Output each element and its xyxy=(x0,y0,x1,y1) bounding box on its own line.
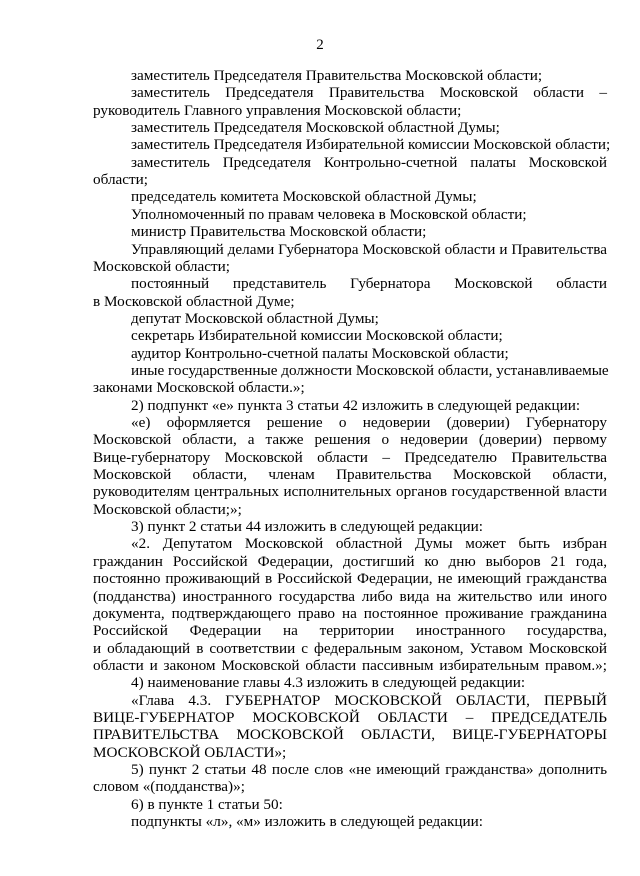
text-line: Московской области;»; xyxy=(93,500,242,518)
text-line: председатель комитета Московской областной Думы; xyxy=(131,188,477,206)
text-line: в Московской областной Думе; xyxy=(93,292,295,310)
text-line: 6) в пункте 1 статьи 50: xyxy=(131,795,283,813)
page-number: 2 xyxy=(316,37,324,53)
text-line: ПРАВИТЕЛЬСТВА МОСКОВСКОЙ ОБЛАСТИ, ВИЦЕ-ГУБЕРНАТОРЫ xyxy=(93,726,607,744)
text-line: документа, подтверждающего право на постоянное проживание гражданина xyxy=(93,604,607,622)
text-line: Уполномоченный по правам человека в Московской области; xyxy=(131,205,527,223)
text-line: аудитор Контрольно-счетной палаты Московской области; xyxy=(131,344,509,362)
text-line: депутат Московской областной Думы; xyxy=(131,309,379,327)
text-line: МОСКОВСКОЙ ОБЛАСТИ»; xyxy=(93,743,287,761)
text-line: Управляющий делами Губернатора Московской области и Правительства xyxy=(131,240,607,258)
text-line: области и законом Московской области пассивным избирательным правом.»; xyxy=(93,656,607,674)
text-line: 3) пункт 2 статьи 44 изложить в следующей редакции: xyxy=(131,518,484,536)
text-line: заместитель Председателя Московской областной Думы; xyxy=(131,119,500,137)
text-line: 2) подпункт «е» пункта 3 статьи 42 изложить в следующей редакции: xyxy=(131,396,581,414)
text-line: «2. Депутатом Московской областной Думы может быть избран xyxy=(131,535,607,553)
text-line: ВИЦЕ-ГУБЕРНАТОР МОСКОВСКОЙ ОБЛАСТИ – ПРЕДСЕДАТЕЛЬ xyxy=(93,708,607,726)
text-line: подпункты «л», «м» изложить в следующей редакции: xyxy=(131,813,483,831)
text-line: законами Московской области.»; xyxy=(93,379,305,397)
text-line: 5) пункт 2 статьи 48 после слов «не имеющий гражданства» дополнить xyxy=(131,761,607,778)
text-line: Вице-губернатору Московской области – Председателю Правительства xyxy=(93,448,607,466)
text-line: секретарь Избирательной комиссии Московской области; xyxy=(131,327,503,345)
text-line: Московской области, а также решения о недоверии (доверии) первому xyxy=(93,431,607,449)
text-line: 4) наименование главы 4.3 изложить в следующей редакции: xyxy=(131,674,526,692)
text-line: иные государственные должности Московской области, устанавливаемые xyxy=(131,361,609,379)
text-line: руководитель Главного управления Московской области; xyxy=(93,101,462,119)
text-line: и обладающий в соответствии с федеральным законом, Уставом Московской xyxy=(93,639,607,657)
text-line: заместитель Председателя Правительства Московской области – xyxy=(131,84,607,102)
text-line: постоянный представитель Губернатора Московской области xyxy=(131,275,607,293)
text-line: постоянно проживающий в Российской Федерации, не имеющий гражданства xyxy=(93,570,607,588)
text-line: «Глава 4.3. ГУБЕРНАТОР МОСКОВСКОЙ ОБЛАСТИ, ПЕРВЫЙ xyxy=(131,691,607,709)
text-line: Московской области; xyxy=(93,257,230,275)
text-line: (подданства) иностранного государства либо вида на жительство или иного xyxy=(93,587,607,605)
text-line: заместитель Председателя Избирательной комиссии Московской области; xyxy=(131,136,611,154)
text-line: словом «(подданства)»; xyxy=(93,778,245,796)
text-line: заместитель Председателя Правительства Московской области; xyxy=(131,67,543,84)
text-line: руководителям центральных исполнительных органов государственной власти xyxy=(93,483,607,501)
text-line: министр Правительства Московской области; xyxy=(131,223,427,241)
text-line: заместитель Председателя Контрольно-счетной палаты Московской xyxy=(131,153,607,171)
text-line: Российской Федерации на территории иностранного государства, xyxy=(93,622,607,640)
text-line: «е) оформляется решение о недоверии (доверии) Губернатору xyxy=(131,414,607,431)
text-line: Московской области, членам Правительства Московской области, xyxy=(93,466,607,484)
text-line: гражданин Российской Федерации, достигший ко дню выборов 21 года, xyxy=(93,552,607,570)
text-line: области; xyxy=(93,171,148,189)
